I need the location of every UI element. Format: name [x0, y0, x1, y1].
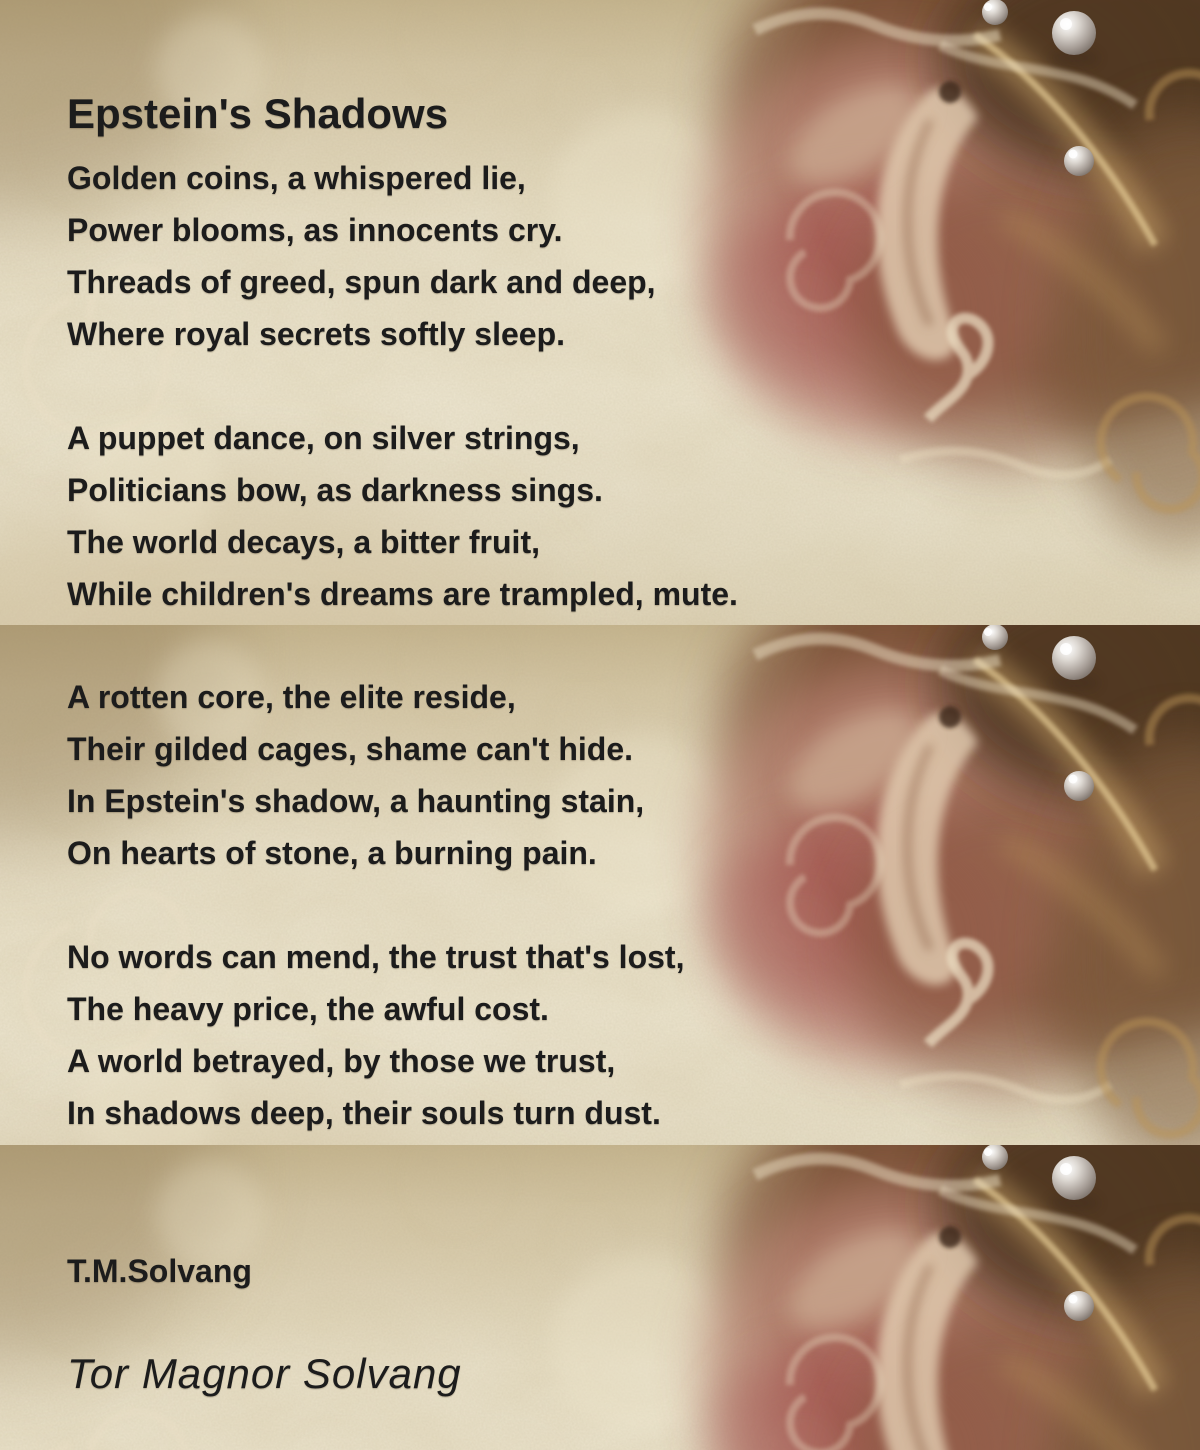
stanza-1 [67, 152, 656, 360]
poem-line: The heavy price, the awful cost. [67, 991, 549, 1027]
poem-line: A world betrayed, by those we trust, [67, 1043, 616, 1079]
poem-line: While children's dreams are trampled, mute. [67, 576, 738, 612]
poem-line: Threads of greed, spun dark and deep, [67, 264, 656, 300]
poem-line: Where royal secrets softly sleep. [67, 316, 565, 352]
poem-line: A rotten core, the elite reside, [67, 679, 516, 715]
poem-line: A puppet dance, on silver strings, [67, 420, 580, 456]
poem-line: In shadows deep, their souls turn dust. [67, 1095, 661, 1131]
stanza-4 [67, 931, 684, 1139]
poem-line: The world decays, a bitter fruit, [67, 524, 540, 560]
poem-line: Their gilded cages, shame can't hide. [67, 731, 633, 767]
poem-line: Power blooms, as innocents cry. [67, 212, 563, 248]
poem-line: Golden coins, a whispered lie, [67, 160, 526, 196]
poem-line: In Epstein's shadow, a haunting stain, [67, 783, 645, 819]
author-signature: Tor Magnor Solvang [67, 1350, 462, 1397]
stanza-2 [67, 412, 738, 620]
stanza-3 [67, 671, 644, 879]
poem-line: No words can mend, the trust that's lost, [67, 939, 685, 975]
author-abbrev: T.M.Solvang [67, 1253, 252, 1289]
poem-title: Epstein's Shadows [67, 90, 449, 138]
poem-line: Politicians bow, as darkness sings. [67, 472, 603, 508]
poem-line: On hearts of stone, a burning pain. [67, 835, 597, 871]
